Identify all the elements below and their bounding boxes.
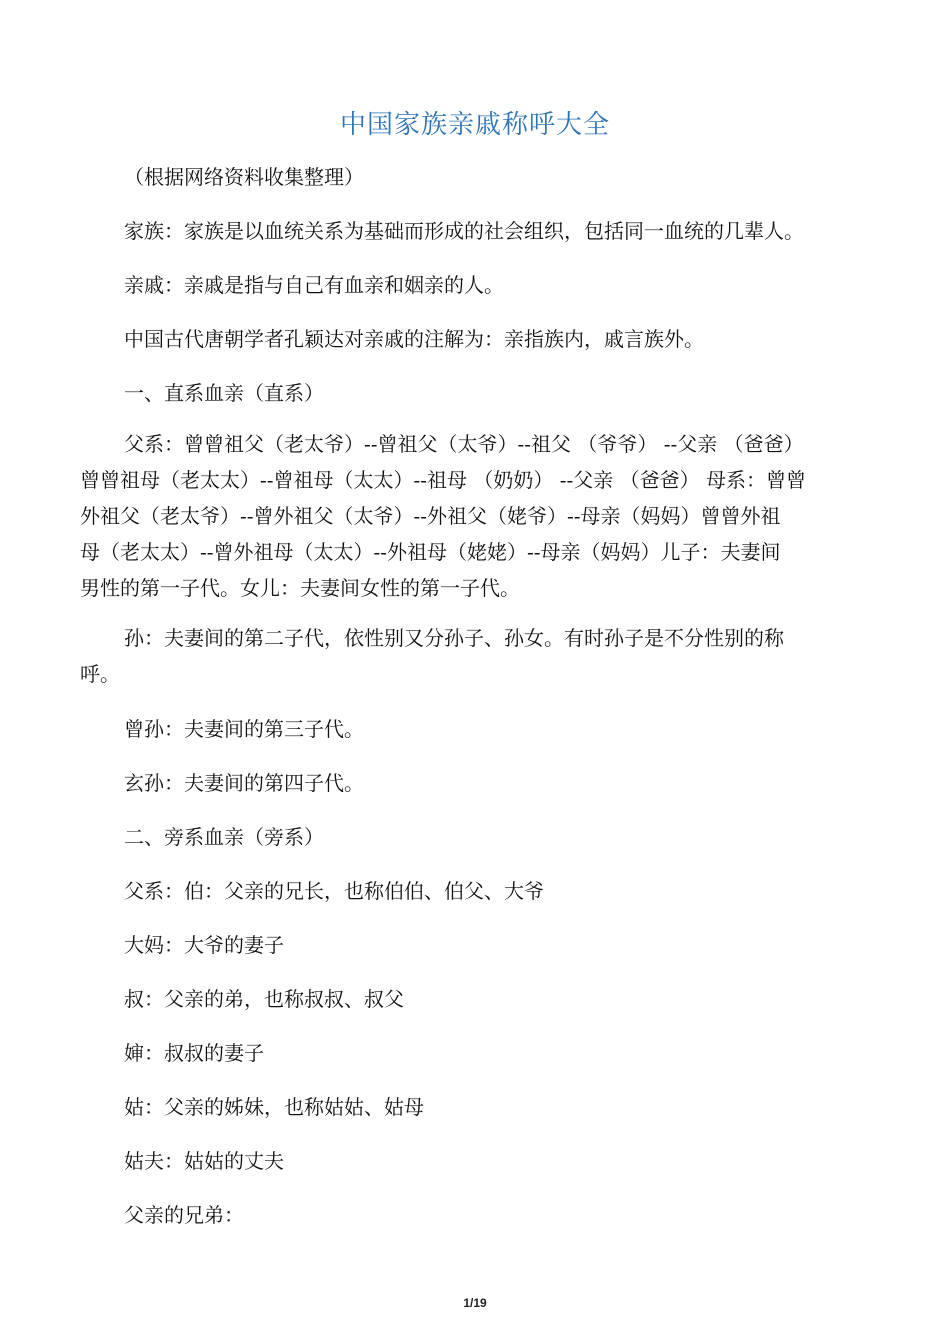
text-line: 母（老太太）--曾外祖母（太太）--外祖母（姥姥）--母亲（妈妈）儿子：夫妻间	[80, 540, 781, 564]
paragraph-definition: 中国古代唐朝学者孔颖达对亲戚的注解为：亲指族内，戚言族外。	[124, 327, 704, 351]
text-line: 父系：曾曾祖父（老太爷）--曾祖父（太爷）--祖父 （爷爷） --父亲 （爸爸）	[124, 432, 804, 456]
paragraph-grandchild	[80, 620, 870, 692]
paragraph-paternal-uncle-elder: 父系：伯：父亲的兄长，也称伯伯、伯父、大爷	[124, 879, 544, 903]
section-heading-collateral: 二、旁系血亲（旁系）	[124, 825, 324, 849]
paragraph-great-grandchild: 曾孙：夫妻间的第三子代。	[124, 717, 364, 741]
paragraph-relatives: 亲戚：亲戚是指与自己有血亲和姻亲的人。	[124, 273, 504, 297]
text-line: 曾曾祖母（老太太）--曾祖母（太太）--祖母 （奶奶） --父亲 （爸爸） 母系：曾曾	[80, 468, 806, 492]
section-heading-direct: 一、直系血亲（直系）	[124, 381, 324, 405]
paragraph-fathers-brothers: 父亲的兄弟：	[124, 1203, 244, 1227]
paragraph-great-great-grandchild: 玄孙：夫妻间的第四子代。	[124, 771, 364, 795]
paragraph-family: 家族：家族是以血统关系为基础而形成的社会组织，包括同一血统的几辈人。	[124, 219, 804, 243]
paragraph-paternal-aunt-husband: 姑夫：姑姑的丈夫	[124, 1149, 284, 1173]
subtitle: （根据网络资料收集整理）	[124, 165, 364, 189]
page-number: 1/19	[463, 1296, 487, 1310]
paragraph-aunt-wife-elder: 大妈：大爷的妻子	[124, 933, 284, 957]
paragraph-direct-lineage	[80, 426, 870, 606]
text-line: 外祖父（老太爷）--曾外祖父（太爷）--外祖父（姥爷）--母亲（妈妈）曾曾外祖	[80, 504, 781, 528]
paragraph-paternal-uncle-younger: 叔：父亲的弟，也称叔叔、叔父	[124, 987, 404, 1011]
text-line: 孙：夫妻间的第二子代，依性别又分孙子、孙女。有时孙子是不分性别的称	[124, 626, 784, 650]
paragraph-paternal-aunt: 姑：父亲的姊妹，也称姑姑、姑母	[124, 1095, 424, 1119]
paragraph-aunt-wife-younger: 婶：叔叔的妻子	[124, 1041, 264, 1065]
text-line: 男性的第一子代。女儿：夫妻间女性的第一子代。	[80, 576, 520, 600]
text-line: 呼。	[80, 662, 120, 686]
document-title: 中国家族亲戚称呼大全	[339, 110, 610, 140]
